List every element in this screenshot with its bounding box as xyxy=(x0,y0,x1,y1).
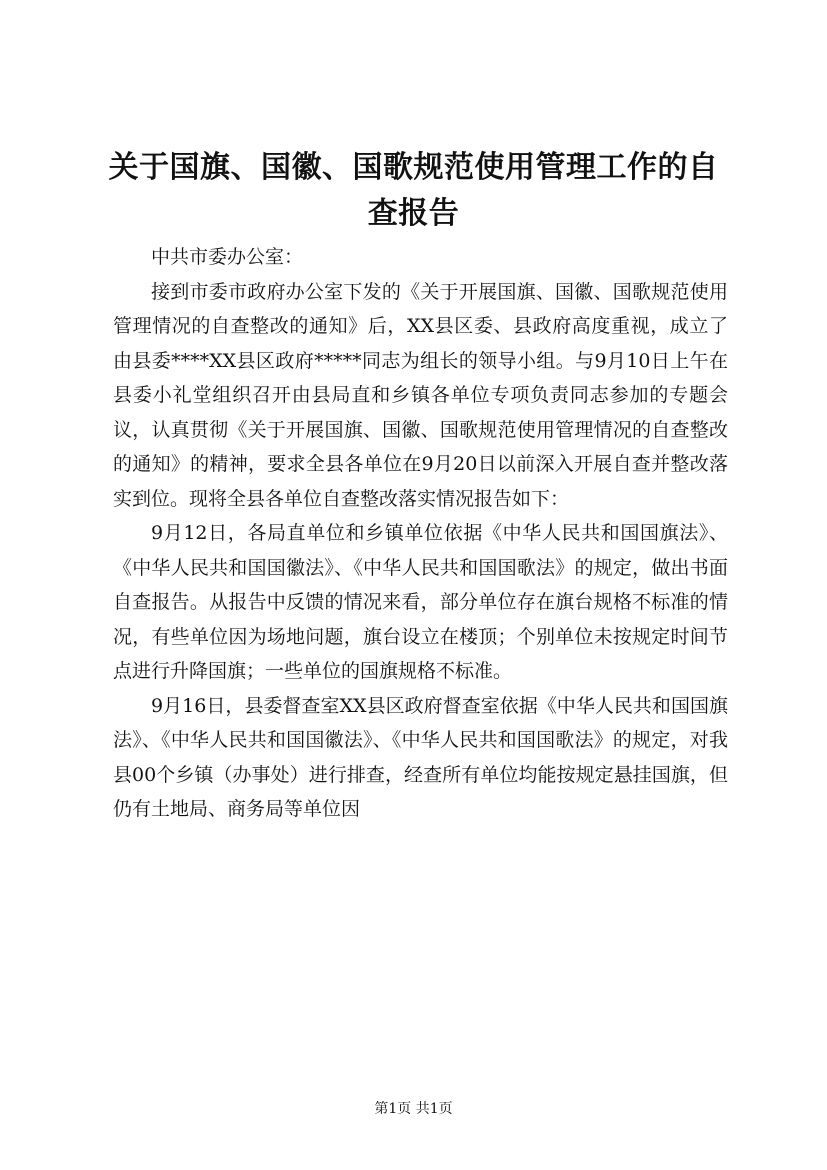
document-body xyxy=(113,240,728,827)
salutation: 中共市委办公室： xyxy=(151,246,304,268)
body-paragraph-3: 9月16日，县委督查室XX县区政府督查室依据《中华人民共和国国旗法》、《中华人民共和国国徽法》、《中华人民共和国国歌法》的规定，对我县00个乡镇（办事处）进行排查，经查所有单位均能按规定悬挂国旗，但仍有土地局、商务局等单位因 xyxy=(113,694,728,820)
body-paragraph-2: 9月12日，各局直单位和乡镇单位依据《中华人民共和国国旗法》、《中华人民共和国国徽法》、《中华人民共和国国歌法》的规定，做出书面自查报告。从报告中反馈的情况来看，部分单位存在旗台规格不标准的情况，有些单位因为场地问题，旗台设立在楼顶；个别单位未按规定时间节点进行升降国旗；一些单位的国旗规格不标准。 xyxy=(113,522,728,682)
body-paragraph-1: 接到市委市政府办公室下发的《关于开展国旗、国徽、国歌规范使用管理情况的自查整改的通知》后，XX县区委、县政府高度重视，成立了由县委****XX县区政府*****同志为组长的领导小组。与9月10日上午在县委小礼堂组织召开由县局直和乡镇各单位专项负责同志参加的专题会议，认真贯彻《关于开展国旗、国徽、国歌规范使用管理情况的自查整改的通知》的精神，要求全县各单位在9月20日以前深入开展自查并整改落实到位。现将全县各单位自查整改落实情况报告如下： xyxy=(113,280,728,510)
page-number-footer: 第1页 共1页 xyxy=(374,1101,453,1117)
document-title: 关于国旗、国徽、国歌规范使用管理工作的自查报告 xyxy=(108,150,719,231)
